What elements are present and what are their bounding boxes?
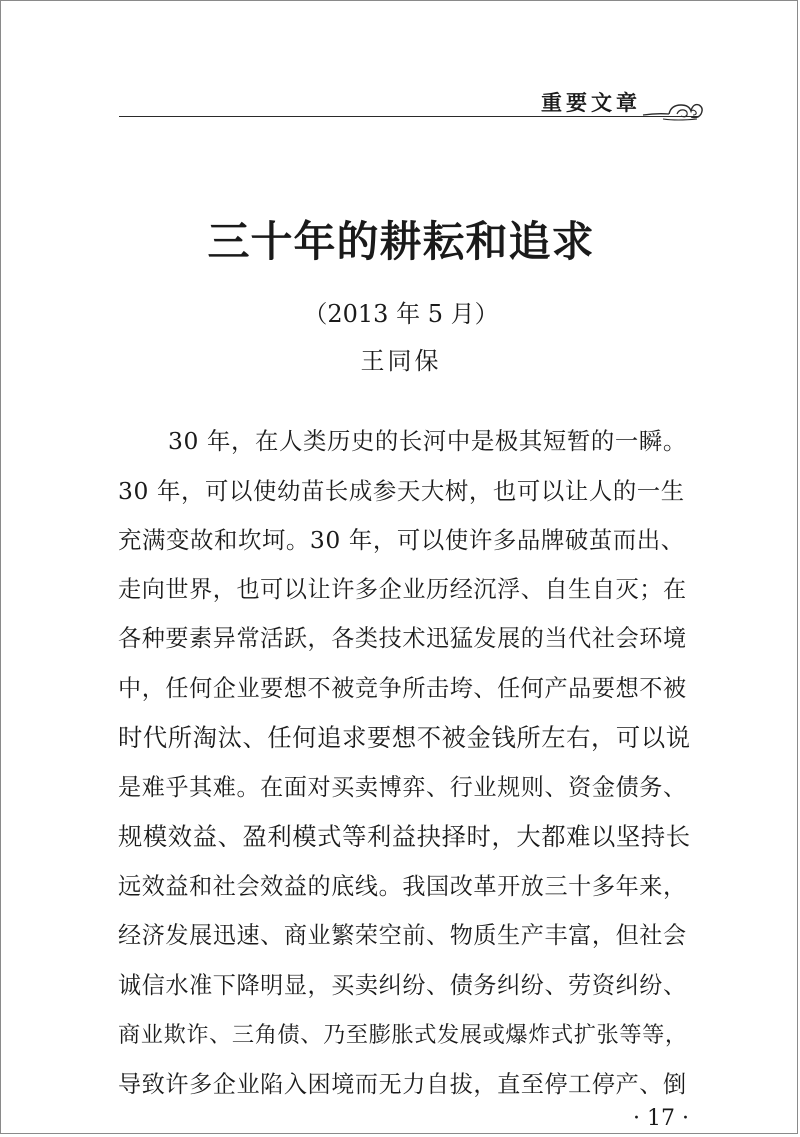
body-line: 30 年，在人类历史的长河中是极其短暂的一瞬。	[168, 427, 687, 455]
body-line: 中，任何企业要想不被竞争所击垮、任何产品要想不被	[118, 675, 687, 702]
body-line: 诚信水准下降明显，买卖纠纷、债务纠纷、劳资纠纷、	[118, 972, 687, 999]
article-author: 王同保	[360, 347, 442, 375]
body-line: 商业欺诈、三角债、乃至膨胀式发展或爆炸式扩张等等，	[118, 1022, 688, 1048]
body-line: 充满变故和坎坷。30 年，可以使许多品牌破茧而出、	[118, 526, 685, 554]
article-date: （2013 年 5 月）	[303, 300, 499, 328]
body-line: 30 年，可以使幼苗长成参天大树，也可以让人的一生	[118, 476, 685, 505]
body-line: 是难乎其难。在面对买卖博弈、行业规则、资金债务、	[118, 774, 687, 801]
article-title: 三十年的耕耘和追求	[207, 217, 595, 266]
article-body	[1, 1, 800, 1137]
section-label: 重要文章	[541, 90, 641, 115]
page-number: · 17 ·	[633, 1106, 689, 1131]
body-line: 各种要素异常活跃，各类技术迅猛发展的当代社会环境	[118, 626, 687, 652]
body-line: 规模效益、盈利模式等利益抉择时，大都难以坚持长	[118, 822, 691, 851]
body-line: 导致许多企业陷入困境而无力自拔，直至停工停产、倒	[118, 1071, 687, 1098]
body-line: 走向世界，也可以让许多企业历经沉浮、自生自灭；在	[118, 576, 687, 603]
body-line: 远效益和社会效益的底线。我国改革开放三十多年来，	[118, 873, 687, 900]
body-line: 经济发展迅速、商业繁荣空前、物质生产丰富，但社会	[118, 923, 687, 949]
body-line: 时代所淘汰、任何追求要想不被金钱所左右，可以说	[118, 723, 691, 752]
